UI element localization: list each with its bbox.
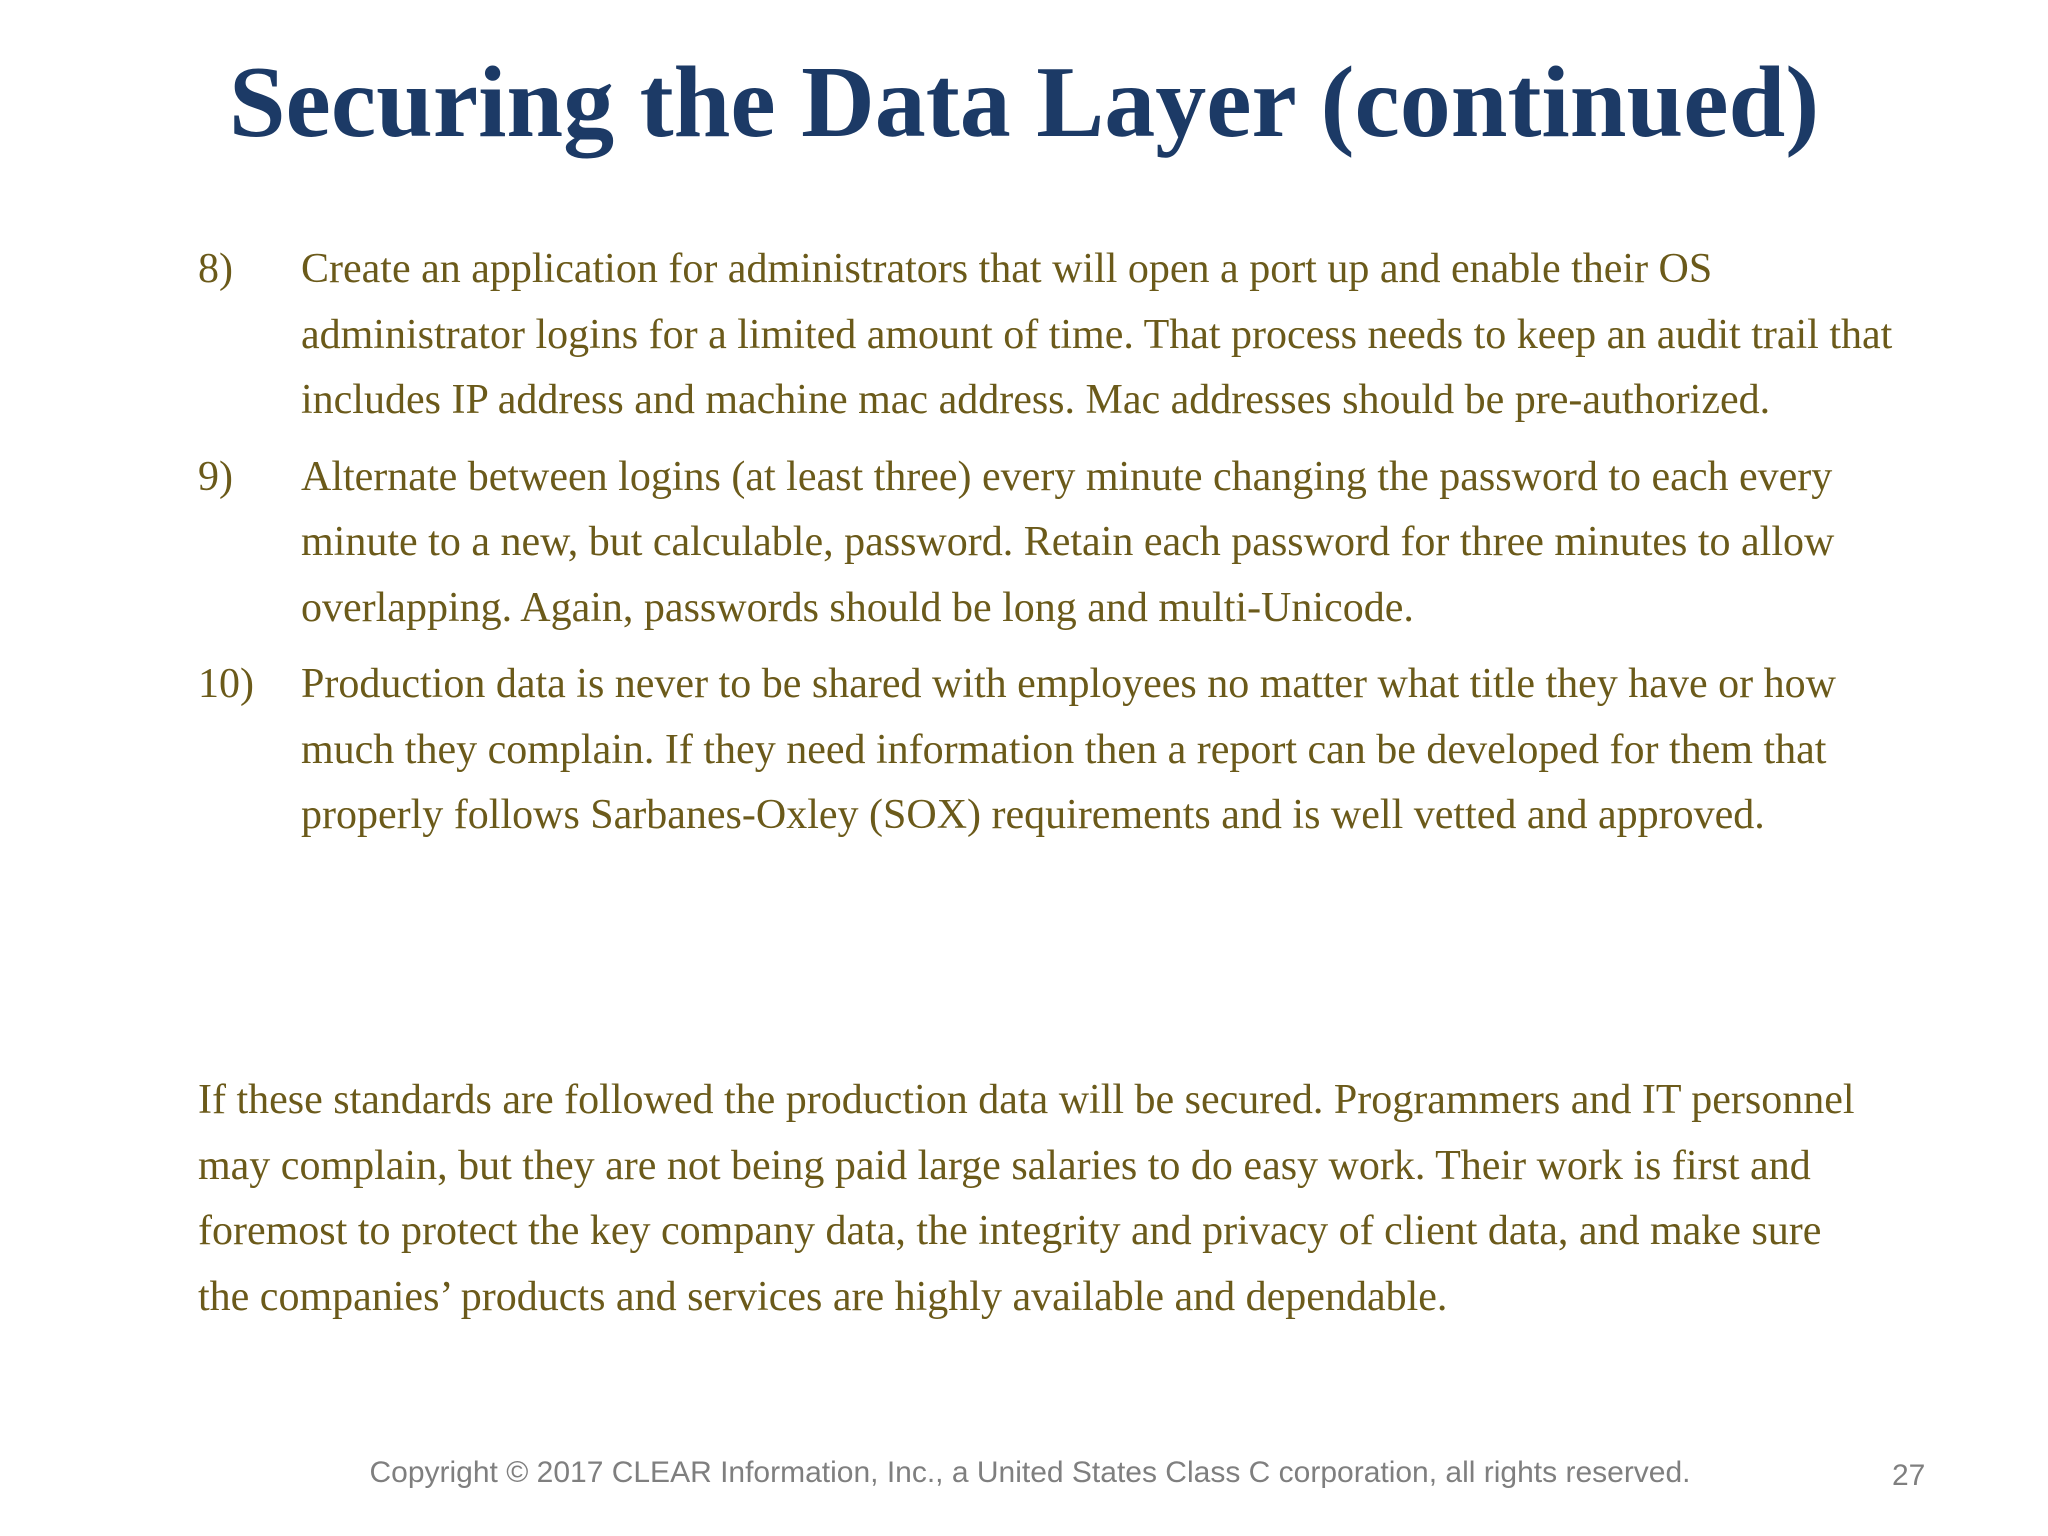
slide-footer bbox=[0, 1453, 2048, 1493]
copyright-notice: Copyright © 2017 CLEAR Information, Inc., a United States Class C corporation, all rights reserved. bbox=[369, 1456, 1691, 1489]
slide-title: Securing the Data Layer (continued) bbox=[228, 46, 1820, 159]
list-item bbox=[198, 445, 1898, 642]
list-item-text: Alternate between logins (at least three) every minute changing the password to each every minute to a new, but calculable, password. Retain each password for three minutes to allow overlapping. Again, passwords should be long and multi-Unicode. bbox=[301, 453, 1835, 631]
list-item-number: 10) bbox=[198, 661, 254, 707]
list-item bbox=[198, 237, 1898, 434]
numbered-list bbox=[198, 237, 1898, 849]
list-item-text: Production data is never to be shared with employees no matter what title they have or how much they complain. If they need information then a report can be developed for them that properly follows Sarbanes-Oxley (SOX) requirements and is well vetted and approved. bbox=[301, 661, 1836, 838]
list-item-number: 9) bbox=[198, 453, 233, 500]
list-item-text: Create an application for administrators that will open a port up and enable their OS administrator logins for a limited amount of time. That process needs to keep an audit trail that includes IP address and machine mac address. Mac addresses should be pre-authorized. bbox=[301, 246, 1893, 423]
conclusion-paragraph: If these standards are followed the production data will be secured. Programmers and IT personnel may complain, but they are not being paid large salaries to do easy work. Their work is first and foremost to protect the key company data, the integrity and privacy of client data, and make sure the companies’ products and services are highly available and dependable. bbox=[198, 1077, 1855, 1320]
list-item-number: 8) bbox=[198, 246, 233, 292]
list-item bbox=[198, 652, 1898, 849]
page-number: 27 bbox=[1892, 1459, 1926, 1492]
